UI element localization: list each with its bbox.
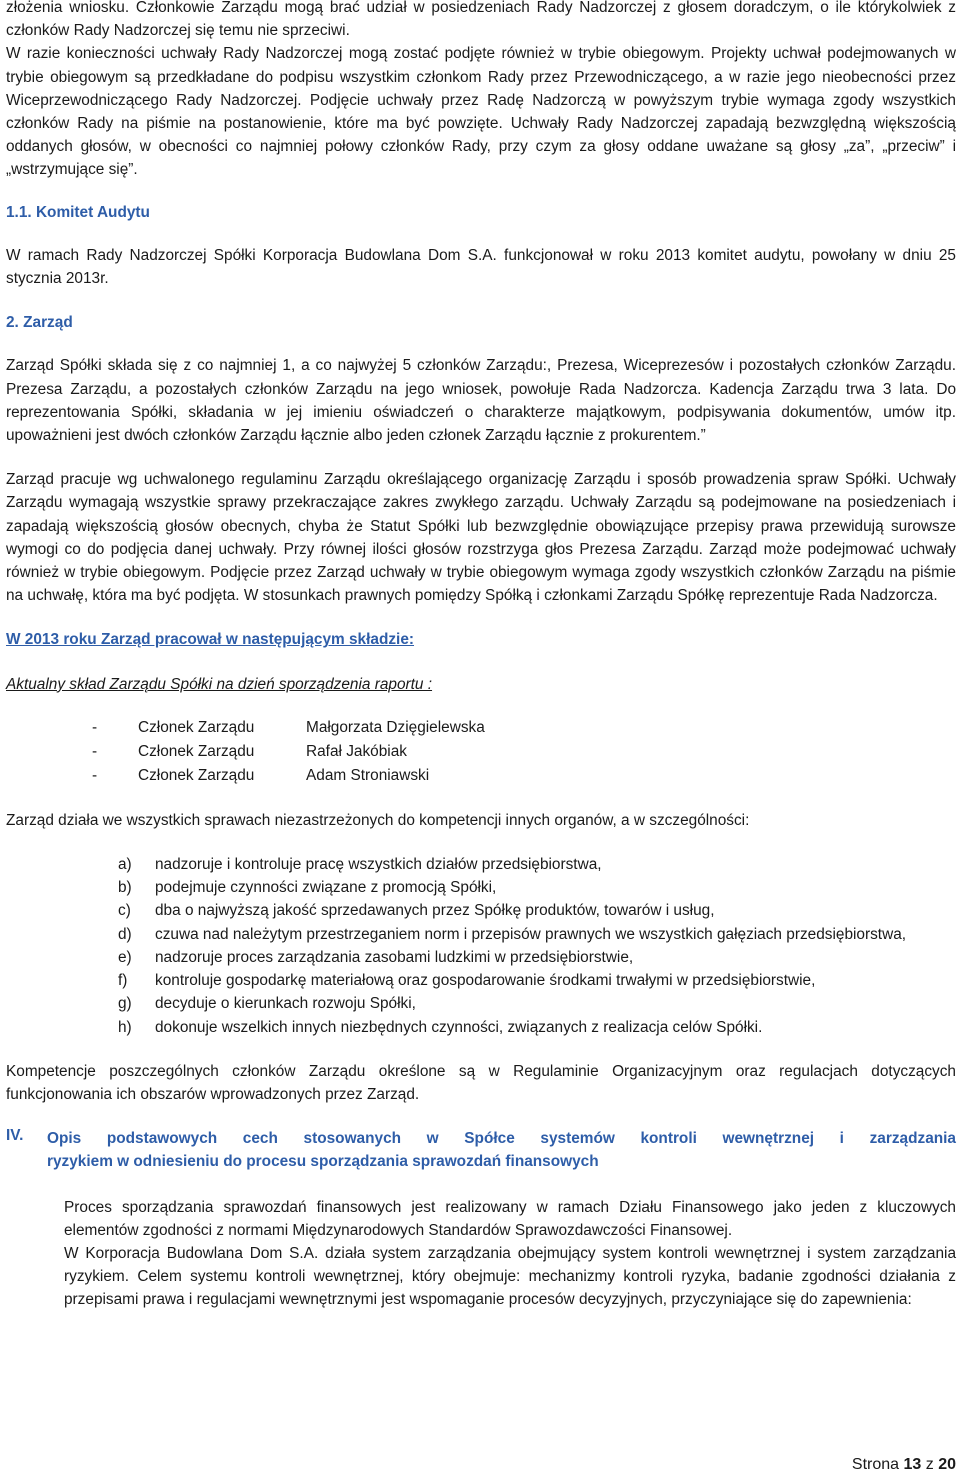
list-dash: - — [92, 766, 98, 784]
list-marker: f) — [118, 972, 128, 990]
section-title-line-2: ryzykiem w odniesieniu do procesu sporządzania sprawozdań finansowych — [47, 1153, 599, 1171]
list-marker: c) — [118, 902, 131, 920]
list-item — [6, 923, 956, 946]
paragraph-intro-2: W razie konieczności uchwały Rady Nadzorczej mogą zostać podjęte również w trybie obiegowym. Projekty uchwał podejmowanych w trybie obiegowym są przedkładane do podpisu wszystkim członkom Rady przez Przewodniczącego, a w razie jego nieobecności przez Wiceprzewodniczącego Rady Nadzorczej. Podjęcie uchwały przez Radę Nadzorczą w powyższym trybie wymaga zgody wszystkich członków Rady na piśmie na postanowienie, które ma być powzięte. Uchwały Rady Nadzorczej zapadają bezwzględną większością oddanych głosów, w obecności co najmniej połowy członków Rady, przy czym za głosy oddane uważane są głosy „za”, „przeciw” i „wstrzymujące się”. — [6, 45, 956, 179]
member-name: Małgorzata Dzięgielewska — [306, 718, 485, 736]
duty-text: czuwa nad należytym przestrzeganiem norm i przepisów prawnych we wszystkich gałęziach przedsiębiorstwa, — [155, 925, 907, 943]
section-title-line-1: Opis podstawowych cech stosowanych w Spółce systemów kontroli wewnętrznej i zarządzania — [47, 1130, 956, 1148]
member-role: Członek Zarządu — [138, 718, 255, 736]
paragraph-proces: Proces sporządzania sprawozdań finansowych jest realizowany w ramach Działu Finansowego jako jeden z kluczowych elementów zgodności z normami Międzynarodowych Standardów Sprawozdawczości Finansowej. — [64, 1198, 956, 1239]
list-item — [6, 853, 956, 876]
footer-mid: z — [921, 1456, 939, 1473]
footer-prefix: Strona — [851, 1456, 904, 1473]
heading-zarzad: 2. Zarząd — [6, 314, 73, 332]
member-name: Adam Stroniawski — [306, 766, 430, 784]
document-page — [6, 0, 956, 1312]
heading-sklad-2013: W 2013 roku Zarząd pracował w następującym składzie: — [6, 631, 415, 649]
list-item — [6, 876, 956, 899]
member-role: Członek Zarządu — [138, 766, 255, 784]
duty-text: nadzoruje proces zarządzania zasobami ludzkimi w przedsiębiorstwie, — [155, 948, 634, 966]
current-page: 13 — [903, 1456, 922, 1473]
member-name: Rafał Jakóbiak — [306, 742, 407, 760]
list-item — [6, 764, 956, 788]
duty-text: decyduje o kierunkach rozwoju Spółki, — [155, 995, 416, 1013]
paragraph-zarzad-1: Zarząd Spółki składa się z co najmniej 1, a co najwyżej 5 członków Zarządu:, Prezesa, Wiceprezesów i pozostałych członków Zarządu. Prezesa Zarządu, a pozostałych członków Zarządu na jego wniosek, powołuje Rada Nadzorcza. Kadencja Zarządu trwa 3 lata. Do reprezentowania Spółki, składania w jej imieniu oświadczeń o charakterze majątkowym, podpisywania dokumentów, umów itp. upoważnieni jest dwóch członków Zarządu łącznie albo jeden członek Zarządu łącznie z prokurentem.” — [6, 357, 956, 445]
paragraph-regulamin: Kompetencje poszczególnych członków Zarządu określone są w Regulaminie Organizacyjnym oraz regulacjach dotyczących funkcjonowania ich obszarów wprowadzonych przez Zarząd. — [6, 1062, 956, 1103]
duty-text: podejmuje czynności związane z promocją Spółki, — [155, 879, 497, 897]
paragraph-zarzad-2: Zarząd pracuje wg uchwalonego regulaminu Zarządu określającego organizację Zarządu i sposób prowadzenia spraw Spółki. Uchwały Zarządu wymagają wszystkie sprawy przekraczające zakres zwykłego zarządu. Uchwały Zarządu są podejmowane na posiedzeniach i zapadają większością głosów obecnych, chyba że Statut Spółki lub bezwzględnie obowiązujące przepisy prawa przewidują surowsze wymogi co do podjęcia danej uchwały. Przy równej ilości głosów rozstrzyga głos Prezesa Zarządu. Zarząd może podejmować uchwały również w trybie obiegowym. Podjęcie przez Zarząd uchwały w trybie obiegowym wymaga zgody wszystkich członków Zarządu na piśmie na uchwałę, która ma być podjęta. W stosunkach prawnych pomiędzy Spółką i członkami Zarządu Spółkę reprezentuje Rada Nadzorcza. — [6, 471, 956, 605]
duty-text: nadzoruje i kontroluje pracę wszystkich działów przedsiębiorstwa, — [155, 856, 602, 874]
list-item — [6, 969, 956, 992]
list-marker: a) — [118, 856, 132, 874]
section-iv-heading — [6, 1127, 956, 1173]
paragraph-komitet: W ramach Rady Nadzorczej Spółki Korporacja Budowlana Dom S.A. funkcjonował w roku 2013 komitet audytu, powołany w dniu 25 stycznia 2013r. — [6, 246, 956, 288]
paragraph-kompetencje-intro: Zarząd działa we wszystkich sprawach niezastrzeżonych do kompetencji innych organów, a w szczególności: — [6, 811, 750, 829]
list-item — [6, 716, 956, 740]
subheading-aktualny-sklad: Aktualny skład Zarządu Spółki na dzień sporządzenia raportu : — [6, 675, 433, 693]
list-marker: h) — [118, 1018, 132, 1036]
page-number-footer — [852, 1456, 956, 1474]
duty-text: dba o najwyższą jakość sprzedawanych przez Spółkę produktów, towarów i usług, — [155, 902, 715, 920]
list-marker: g) — [118, 995, 132, 1013]
total-pages: 20 — [938, 1456, 956, 1473]
member-role: Członek Zarządu — [138, 742, 255, 760]
heading-komitet-audytu: 1.1. Komitet Audytu — [6, 203, 150, 221]
list-dash: - — [92, 742, 98, 760]
list-marker: d) — [118, 925, 132, 943]
section-number: IV. — [6, 1127, 24, 1145]
list-item — [6, 992, 956, 1015]
list-marker: e) — [118, 948, 132, 966]
paragraph-intro-1: złożenia wniosku. Członkowie Zarządu mogą brać udział w posiedzeniach Rady Nadzorczej z głosem doradczym, o ile którykolwiek z członków Rady Nadzorczej się temu nie sprzeciwi. — [6, 0, 956, 40]
duties-list — [6, 853, 956, 1039]
board-members-list — [6, 716, 956, 788]
paragraph-system: W Korporacja Budowlana Dom S.A. działa system zarządzania obejmujący system kontroli wewnętrznej i system zarządzania ryzykiem. Celem systemu kontroli wewnętrznej, który obejmuje: mechanizmy kontroli ryzyka, badanie zgodności działania z przepisami prawa i regulacjami wewnętrznymi jest wspomaganie procesów decyzyjnych, przyczyniające się do zapewnienia: — [64, 1244, 956, 1309]
duty-text: dokonuje wszelkich innych niezbędnych czynności, związanych z realizacja celów Spółki. — [155, 1018, 763, 1036]
list-marker: b) — [118, 879, 132, 897]
list-item — [6, 899, 956, 922]
list-item — [6, 946, 956, 969]
list-item — [6, 1016, 956, 1039]
list-dash: - — [92, 718, 98, 736]
duty-text: kontroluje gospodarkę materiałową oraz gospodarowanie środkami trwałymi w przedsiębiorstwie, — [155, 972, 816, 990]
list-item — [6, 740, 956, 764]
